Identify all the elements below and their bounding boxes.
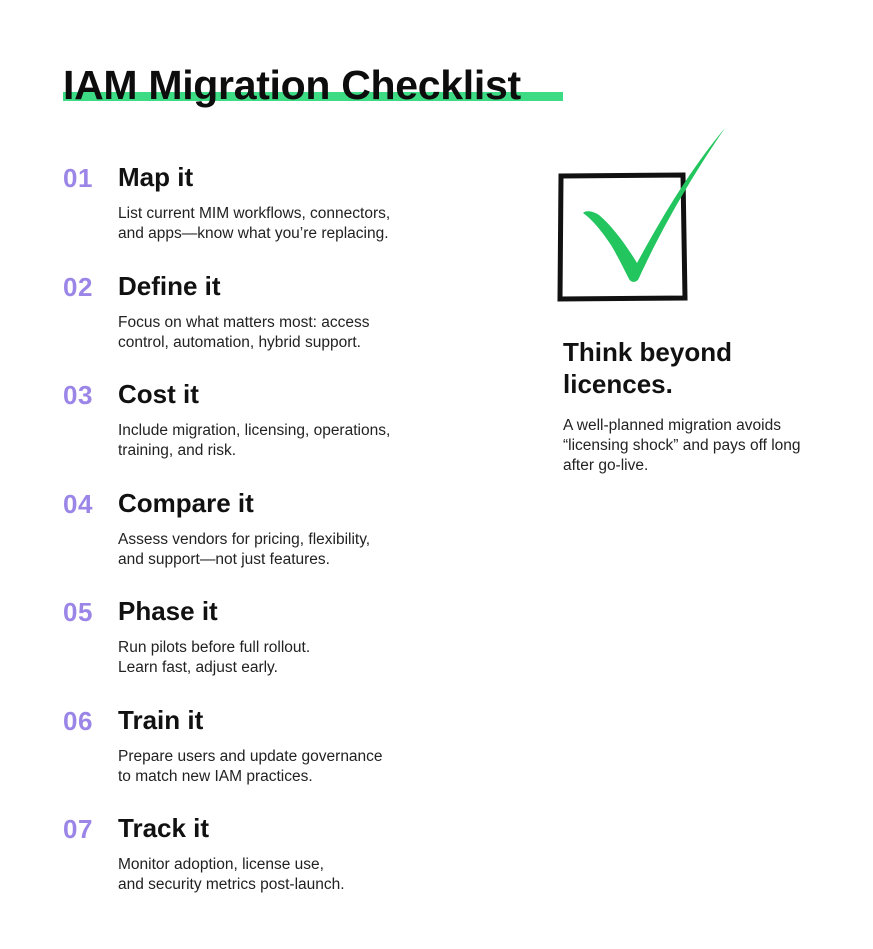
step-description: Assess vendors for pricing, flexibility, and support—not just features. bbox=[118, 530, 371, 568]
step-title: Cost it bbox=[118, 379, 199, 409]
checklist-step-01 bbox=[63, 160, 483, 269]
step-description: Prepare users and update governance to match new IAM practices. bbox=[118, 747, 383, 785]
step-title: Map it bbox=[118, 162, 194, 192]
step-title: Define it bbox=[118, 270, 221, 301]
checklist-step-04 bbox=[63, 486, 483, 595]
checklist-step-07 bbox=[63, 811, 483, 920]
checklist-step-06 bbox=[63, 703, 483, 812]
step-number: 04 bbox=[63, 488, 93, 519]
step-number: 03 bbox=[63, 380, 93, 410]
checkmark-stroke bbox=[583, 128, 725, 282]
checklist bbox=[63, 160, 483, 920]
step-title: Phase it bbox=[118, 596, 218, 626]
step-description: Focus on what matters most: access control, automation, hybrid support. bbox=[118, 313, 370, 351]
aside-heading: Think beyond licences. bbox=[563, 337, 732, 399]
step-number: 06 bbox=[63, 705, 93, 736]
aside-text: A well-planned migration avoids “licensing shock” and pays off long after go-live. bbox=[563, 417, 801, 474]
checkbox-frame bbox=[560, 175, 685, 299]
checklist-step-03 bbox=[63, 377, 483, 486]
step-number: 07 bbox=[63, 814, 93, 844]
step-title: Train it bbox=[118, 704, 204, 735]
step-title: Compare it bbox=[118, 487, 254, 518]
step-description: List current MIM workflows, connectors, and apps—know what you’re replacing. bbox=[118, 205, 391, 242]
step-description: Include migration, licensing, operations, training, and risk. bbox=[118, 422, 391, 459]
checkbox-checked-icon bbox=[555, 125, 730, 305]
step-title: Track it bbox=[118, 813, 210, 843]
checklist-step-02 bbox=[63, 269, 483, 378]
title-block bbox=[63, 62, 521, 108]
checkbox-checked-svg bbox=[555, 125, 730, 305]
step-number: 02 bbox=[63, 271, 93, 302]
step-number: 05 bbox=[63, 597, 93, 627]
page-title: IAM Migration Checklist bbox=[63, 62, 521, 108]
step-description: Monitor adoption, license use, and security metrics post-launch. bbox=[118, 856, 345, 893]
step-description: Run pilots before full rollout. Learn fast, adjust early. bbox=[118, 639, 311, 676]
checklist-step-05 bbox=[63, 594, 483, 703]
step-number: 01 bbox=[63, 163, 93, 193]
